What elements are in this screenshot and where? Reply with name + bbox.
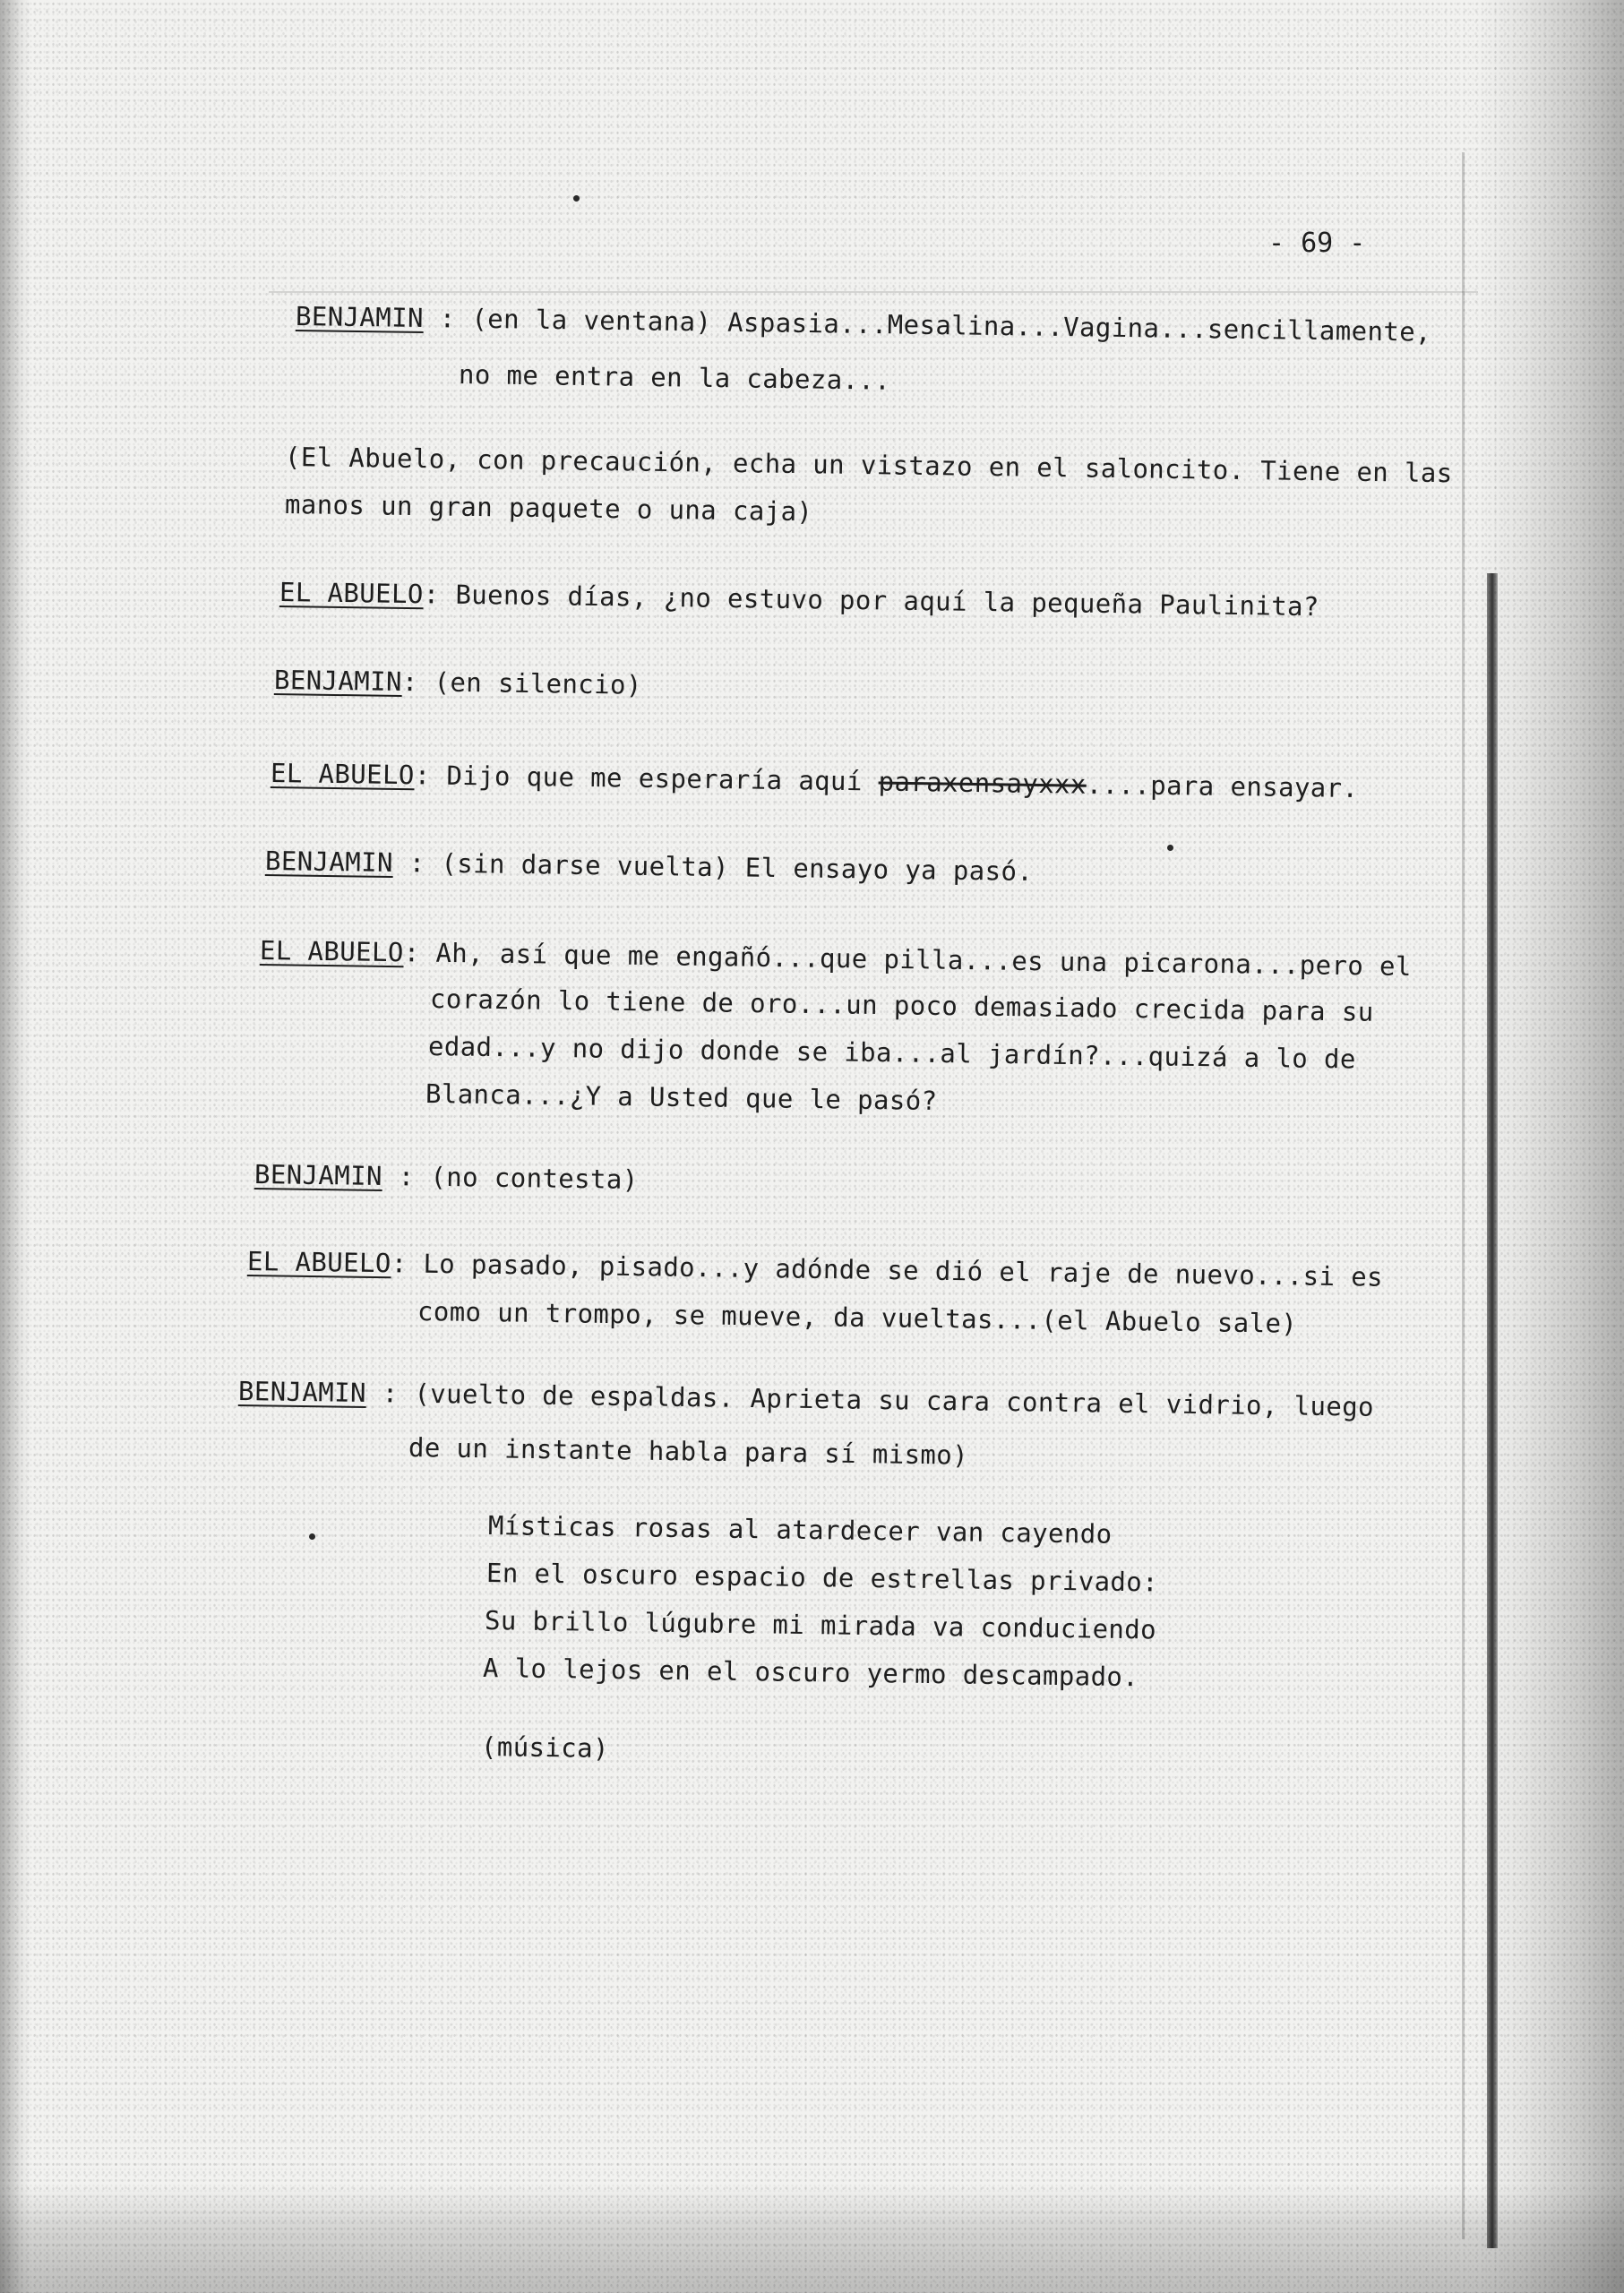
- dialogue-text: (en silencio): [434, 666, 643, 700]
- dialogue-text: edad...y no dijo donde se iba...al jardín?...quizá a lo de: [427, 1031, 1356, 1075]
- speaker-name: EL ABUELO: [279, 577, 424, 610]
- dialogue-line: EL ABUELO: Lo pasado, pisado...y adónde se dió el raje de nuevo...si es: [246, 1246, 1384, 1292]
- dialogue-text: no me entra en la cabeza...: [458, 359, 891, 396]
- scan-right-edge-shadow: [1476, 0, 1624, 2293]
- scan-speck: [573, 195, 580, 202]
- stage-direction-text: (El Abuelo, con precaución, echa un vistazo en el saloncito. Tiene en las: [284, 442, 1453, 489]
- dialogue-line: BENJAMIN : (en la ventana) Aspasia...Mesalina...Vagina...sencillamente,: [295, 301, 1432, 348]
- dialogue-text: corazón lo tiene de oro...un poco demasiado crecida para su: [429, 983, 1374, 1027]
- dialogue-text: Ah, así que me engañó...que pilla...es una picarona...pero el: [435, 937, 1413, 982]
- dialogue-text: Dijo que me esperaría aquí: [446, 760, 879, 797]
- struck-text: paraxensayxxx: [878, 766, 1087, 800]
- dialogue-line: EL ABUELO: Buenos días, ¿no estuvo por aquí la pequeña Paulinita?: [279, 577, 1320, 623]
- speaker-name: BENJAMIN: [295, 301, 425, 333]
- speaker-name: BENJAMIN: [273, 665, 403, 697]
- stage-note: (música): [480, 1731, 610, 1764]
- scan-binding-line: [1462, 152, 1465, 2239]
- dialogue-line: [459, 358, 891, 397]
- scan-bottom-shadow: [0, 2186, 1624, 2293]
- dialogue-text: de un instante habla para sí mismo): [408, 1432, 969, 1471]
- page-number: - 69 -: [1268, 228, 1366, 259]
- scan-left-edge-shadow: [0, 0, 30, 2293]
- speaker-name: EL ABUELO: [259, 935, 404, 968]
- dialogue-text: Buenos días, ¿no estuvo por aquí la pequeña Paulinita?: [455, 579, 1320, 623]
- dialogue-line: EL ABUELO: Dijo que me esperaría aquí paraxensayxxx....para ensayar.: [270, 758, 1359, 803]
- scan-speck: [309, 1533, 315, 1540]
- scan-top-rule: [269, 291, 1478, 293]
- speaker-name: BENJAMIN: [253, 1159, 383, 1191]
- speaker-name: BENJAMIN: [237, 1376, 367, 1408]
- dialogue-text: Lo pasado, pisado...y adónde se dió el raje de nuevo...si es: [423, 1248, 1384, 1292]
- dialogue-text: (sin darse vuelta) El ensayo ya pasó.: [441, 847, 1034, 887]
- scan-speck: [1167, 845, 1173, 851]
- dialogue-line: BENJAMIN: (en silencio): [273, 665, 643, 700]
- dialogue-text: como un trompo, se mueve, da vueltas...(el Abuelo sale): [417, 1296, 1298, 1339]
- dialogue-text: (no contesta): [430, 1161, 639, 1195]
- stage-direction-text: manos un gran paquete o una caja): [284, 489, 813, 528]
- dialogue-line: EL ABUELO: Ah, así que me engañó...que pilla...es una picarona...pero el: [259, 935, 1413, 982]
- poem-line: Místicas rosas al atardecer van cayendo: [487, 1510, 1113, 1550]
- poem-line: A lo lejos en el oscuro yermo descampado.: [482, 1653, 1139, 1693]
- speaker-name: EL ABUELO: [270, 758, 415, 791]
- poem-line: Su brillo lúgubre mi mirada va conduciendo: [484, 1605, 1157, 1645]
- dialogue-text: (vuelto de espaldas. Aprieta su cara contra el vidrio, luego: [414, 1378, 1375, 1422]
- dialogue-text: ....para ensayar.: [1086, 769, 1359, 803]
- speaker-name: EL ABUELO: [246, 1246, 391, 1279]
- poem-line: En el oscuro espacio de estrellas privado:: [485, 1558, 1159, 1598]
- dialogue-text: (en la ventana) Aspasia...Mesalina...Vagina...sencillamente,: [471, 303, 1432, 348]
- dialogue-line: BENJAMIN : (vuelto de espaldas. Aprieta su cara contra el vidrio, luego: [237, 1376, 1375, 1422]
- dialogue-line: BENJAMIN : (no contesta): [253, 1159, 639, 1195]
- dialogue-text: Blanca...¿Y a Usted que le pasó?: [425, 1078, 938, 1116]
- dialogue-line: BENJAMIN : (sin darse vuelta) El ensayo ya pasó.: [264, 846, 1034, 887]
- speaker-name: BENJAMIN: [264, 846, 394, 878]
- scan-binding-bar: [1487, 573, 1498, 2248]
